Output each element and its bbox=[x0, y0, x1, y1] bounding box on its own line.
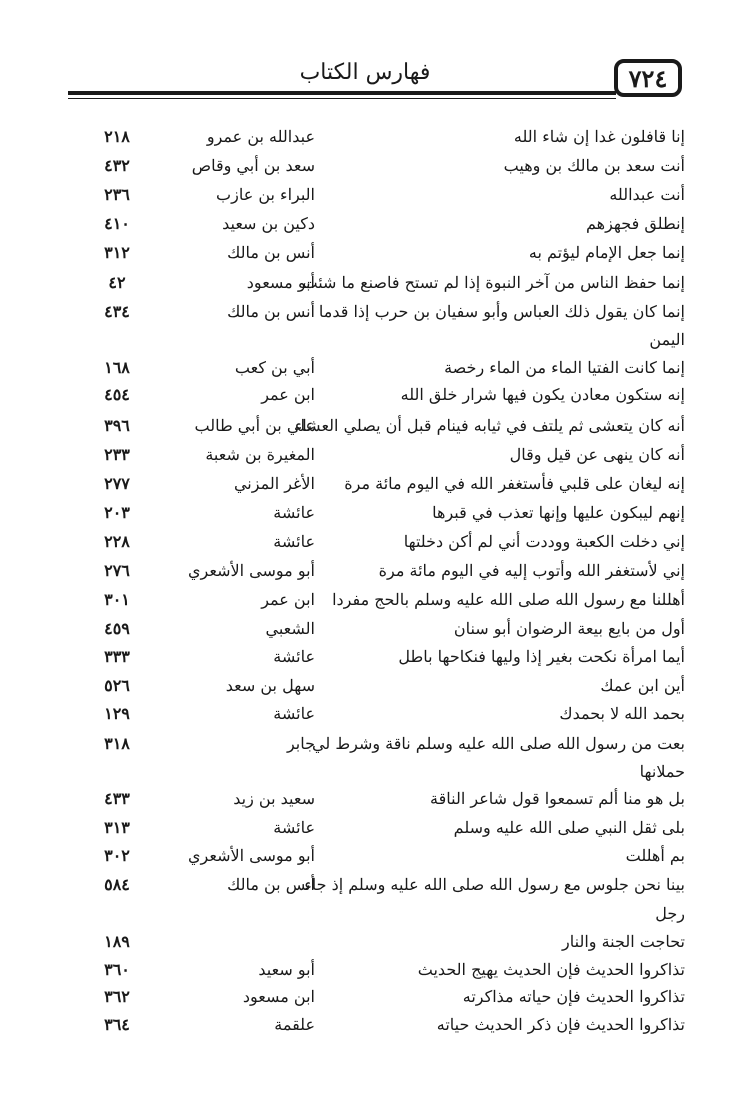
hadith-phrase: إنما جعل الإمام ليؤتم به bbox=[528, 243, 685, 262]
index-row bbox=[0, 984, 755, 1010]
hadith-phrase: تذاكروا الحديث فإن الحديث يهيج الحديث bbox=[417, 960, 685, 979]
narrator: ابن عمر bbox=[261, 590, 315, 609]
page-ref: ٤٥٤ bbox=[104, 385, 130, 404]
page-ref: ٣٦٤ bbox=[104, 1015, 130, 1034]
page-ref: ٤١٠ bbox=[104, 214, 130, 233]
narrator: أبو موسى الأشعري bbox=[188, 561, 315, 580]
hadith-phrase: بل هو منا ألم تسمعوا قول شاعر الناقة bbox=[430, 789, 685, 808]
narrator: سعيد بن زيد bbox=[233, 789, 315, 808]
narrator: عائشة bbox=[273, 503, 315, 522]
index-row bbox=[0, 616, 755, 642]
page-ref: ٢٣٣ bbox=[104, 445, 130, 464]
page-ref: ٢٢٨ bbox=[104, 532, 130, 551]
page-ref: ٣٠٢ bbox=[104, 846, 130, 865]
hadith-phrase: أول من بايع بيعة الرضوان أبو سنان bbox=[453, 619, 685, 638]
hadith-phrase: حملانها bbox=[639, 762, 685, 781]
hadith-phrase: بم أهللت bbox=[625, 846, 685, 865]
page-ref: ٣١٨ bbox=[104, 734, 130, 753]
hadith-phrase: إنما كان يقول ذلك العباس وأبو سفيان بن حرب إذا قدما bbox=[318, 302, 685, 321]
hadith-phrase: إني لأستغفر الله وأتوب إليه في اليوم مائة مرة bbox=[378, 561, 685, 580]
hadith-phrase: إنا قافلون غدا إن شاء الله bbox=[513, 127, 685, 146]
narrator: أنس بن مالك bbox=[227, 302, 315, 321]
hadith-phrase: بعت من رسول الله صلى الله عليه وسلم ناقة وشرط لي bbox=[312, 734, 685, 753]
hadith-phrase: إنه ليغان على قلبي فأستغفر الله في اليوم مائة مرة bbox=[344, 474, 685, 493]
page-ref: ١٦٨ bbox=[104, 358, 130, 377]
hadith-phrase: أهللنا مع رسول الله صلى الله عليه وسلم بالحج مفردا bbox=[332, 590, 685, 609]
index-row bbox=[0, 413, 755, 439]
narrator: الشعبي bbox=[265, 619, 315, 638]
narrator: المغيرة بن شعبة bbox=[205, 445, 315, 464]
hadith-phrase: أين ابن عمك bbox=[600, 676, 685, 695]
page-ref: ٤٣٢ bbox=[104, 156, 130, 175]
narrator: ابن عمر bbox=[261, 385, 315, 404]
page-title: فهارس الكتاب bbox=[299, 60, 431, 85]
index-row bbox=[0, 901, 755, 927]
index-row bbox=[0, 587, 755, 613]
page-ref: ٢٣٦ bbox=[104, 185, 130, 204]
hadith-phrase: إنما كانت الفتيا الماء من الماء رخصة bbox=[444, 358, 685, 377]
narrator: علقمة bbox=[274, 1015, 315, 1034]
index-row bbox=[0, 701, 755, 727]
narrator: أنس بن مالك bbox=[227, 243, 315, 262]
narrator: أبي بن كعب bbox=[234, 358, 315, 377]
page-ref: ٣٦٢ bbox=[104, 987, 130, 1006]
index-row bbox=[0, 929, 755, 955]
page-ref: ٣١٣ bbox=[104, 818, 130, 837]
narrator: عائشة bbox=[273, 532, 315, 551]
index-row bbox=[0, 382, 755, 408]
index-row bbox=[0, 500, 755, 526]
page-ref: ٤٣٤ bbox=[104, 302, 130, 321]
narrator: أبو سعيد bbox=[258, 960, 315, 979]
hadith-phrase: بينا نحن جلوس مع رسول الله صلى الله عليه وسلم إذ جاء bbox=[304, 875, 685, 894]
narrator: أبو موسى الأشعري bbox=[188, 846, 315, 865]
page-ref: ٤٥٩ bbox=[104, 619, 130, 638]
narrator: البراء بن عازب bbox=[216, 185, 315, 204]
index-row bbox=[0, 471, 755, 497]
index-row bbox=[0, 240, 755, 266]
page-ref: ٣٣٣ bbox=[104, 647, 130, 666]
hadith-phrase: تذاكروا الحديث فإن ذكر الحديث حياته bbox=[436, 1015, 685, 1034]
narrator: أبو مسعود bbox=[246, 273, 315, 292]
narrator: أنس بن مالك bbox=[227, 875, 315, 894]
index-row bbox=[0, 815, 755, 841]
index-row bbox=[0, 270, 755, 296]
hadith-phrase: إنه ستكون معادن يكون فيها شرار خلق الله bbox=[400, 385, 685, 404]
hadith-phrase: أنه كان يتعشى ثم يلتف في ثيابه فينام قبل أن يصلي العشاء bbox=[294, 416, 685, 435]
index-row bbox=[0, 759, 755, 785]
index-row bbox=[0, 299, 755, 325]
hadith-phrase: إني دخلت الكعبة ووددت أني لم أكن دخلتها bbox=[403, 532, 685, 551]
narrator: عبدالله بن عمرو bbox=[206, 127, 315, 146]
page-ref: ٥٢٦ bbox=[104, 676, 130, 695]
index-row bbox=[0, 211, 755, 237]
index-row bbox=[0, 843, 755, 869]
index-row bbox=[0, 442, 755, 468]
hadith-phrase: إنما حفظ الناس من آخر النبوة إذا لم تستح فاصنع ما شئت bbox=[302, 273, 685, 292]
narrator: سهل بن سعد bbox=[225, 676, 315, 695]
hadith-phrase: أنت سعد بن مالك بن وهيب bbox=[503, 156, 685, 175]
page-ref: ٢١٨ bbox=[104, 127, 130, 146]
index-row bbox=[0, 1012, 755, 1038]
page-ref: ٣٠١ bbox=[104, 590, 130, 609]
page-ref: ٤٣٣ bbox=[104, 789, 130, 808]
index-row bbox=[0, 355, 755, 381]
page-number: ٧٢٤ bbox=[614, 59, 682, 97]
index-row bbox=[0, 124, 755, 150]
index-row bbox=[0, 872, 755, 898]
narrator: عائشة bbox=[273, 818, 315, 837]
hadith-phrase: رجل bbox=[655, 904, 685, 923]
hadith-phrase: أيما امرأة نكحت بغير إذا وليها فنكاحها باطل bbox=[398, 647, 685, 666]
hadith-phrase: تحاجت الجنة والنار bbox=[562, 932, 685, 951]
page-ref: ١٨٩ bbox=[104, 932, 130, 951]
page-ref: ٤٢ bbox=[108, 273, 126, 292]
index-row bbox=[0, 786, 755, 812]
index-row bbox=[0, 558, 755, 584]
hadith-phrase: تذاكروا الحديث فإن حياته مذاكرته bbox=[462, 987, 685, 1006]
index-row bbox=[0, 957, 755, 983]
page-ref: ٣١٢ bbox=[104, 243, 130, 262]
index-row bbox=[0, 327, 755, 353]
narrator: علي بن أبي طالب bbox=[194, 416, 315, 435]
hadith-phrase: إنطلق فجهزهم bbox=[585, 214, 685, 233]
index-row bbox=[0, 644, 755, 670]
hadith-phrase: بحمد الله لا بحمدك bbox=[559, 704, 685, 723]
narrator: الأغر المزني bbox=[233, 474, 315, 493]
page-ref: ٣٩٦ bbox=[104, 416, 130, 435]
narrator: ابن مسعود bbox=[242, 987, 315, 1006]
page-ref: ٢٧٧ bbox=[104, 474, 130, 493]
hadith-phrase: بلى ثقل النبي صلى الله عليه وسلم bbox=[453, 818, 685, 837]
hadith-phrase: أنه كان ينهى عن قيل وقال bbox=[509, 445, 685, 464]
hadith-phrase: إنهم ليبكون عليها وإنها تعذب في قبرها bbox=[432, 503, 685, 522]
narrator: دكين بن سعيد bbox=[222, 214, 315, 233]
narrator: عائشة bbox=[273, 647, 315, 666]
index-row bbox=[0, 529, 755, 555]
index-row bbox=[0, 731, 755, 757]
hadith-phrase: اليمن bbox=[649, 330, 685, 349]
hadith-phrase: أنت عبدالله bbox=[609, 185, 685, 204]
page-ref: ١٢٩ bbox=[104, 704, 130, 723]
narrator: سعد بن أبي وقاص bbox=[191, 156, 315, 175]
narrator: عائشة bbox=[273, 704, 315, 723]
page-ref: ٢٧٦ bbox=[104, 561, 130, 580]
page-ref: ٥٨٤ bbox=[104, 875, 130, 894]
narrator: جابر bbox=[286, 734, 315, 753]
page-ref: ٢٠٣ bbox=[104, 503, 130, 522]
index-row bbox=[0, 182, 755, 208]
index-row bbox=[0, 153, 755, 179]
page-ref: ٣٦٠ bbox=[104, 960, 130, 979]
index-row bbox=[0, 673, 755, 699]
